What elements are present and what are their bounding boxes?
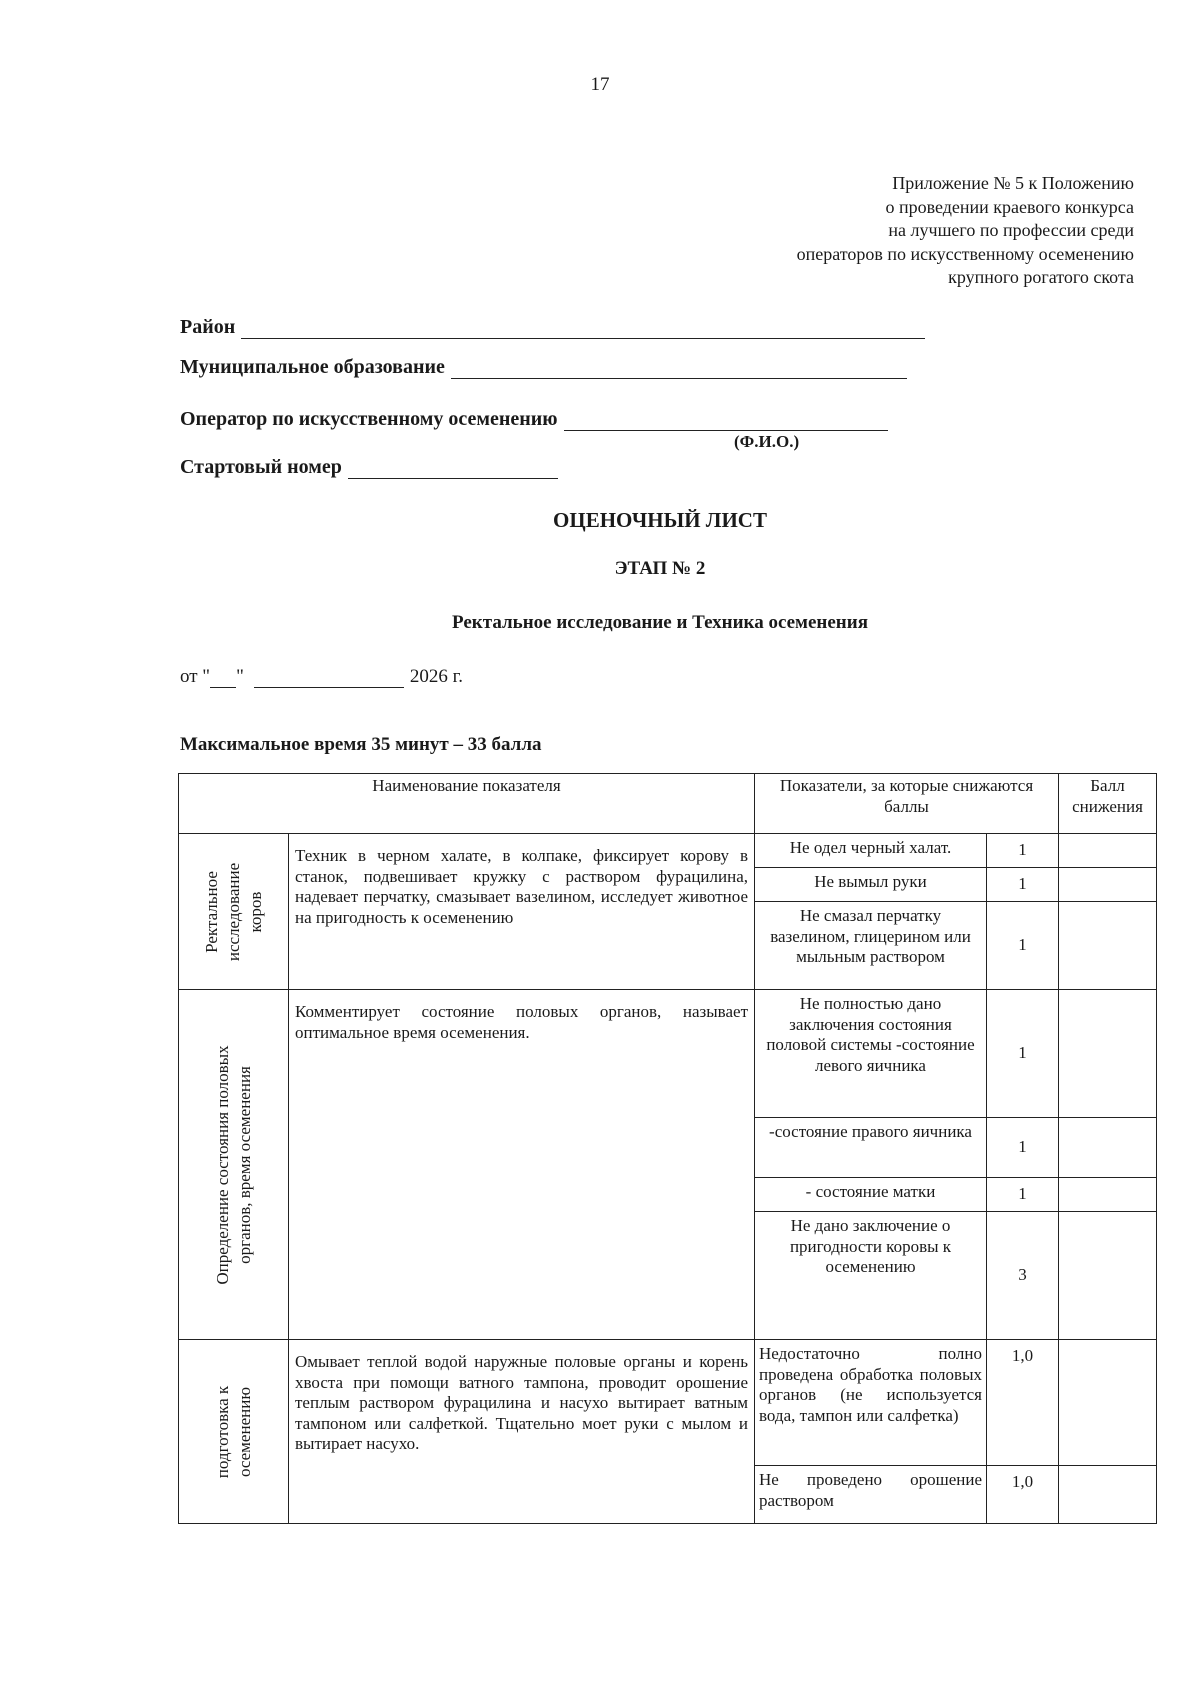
section-title-line: подготовка к <box>212 1385 232 1478</box>
criterion-points: 3 <box>987 1212 1059 1340</box>
municipality-input-line[interactable] <box>451 358 907 379</box>
month-input-line[interactable] <box>254 669 404 688</box>
section-title-rectal <box>179 834 289 990</box>
section-description: Комментирует состояние половых органов, называет оптимальное время осеменения. <box>289 990 755 1340</box>
criterion-points: 1 <box>987 868 1059 902</box>
section-title-genital-state <box>179 990 289 1340</box>
section-description: Техник в черном халате, в колпаке, фиксирует корову в станок, подвешивает кружку с раствором фурацилина, надевает перчатку, смазывает вазелином, исследует животное на пригодность к осеменению <box>289 834 755 990</box>
header-name: Наименование показателя <box>179 774 755 834</box>
max-time-note: Максимальное время 35 минут – 33 балла <box>180 734 542 755</box>
appendix-line: операторов по искусственному осеменению <box>796 243 1134 264</box>
operator-row <box>180 408 888 431</box>
criterion-text: Недостаточно полно проведена обработка половых органов (не используется вода, тампон или салфетка) <box>755 1340 987 1466</box>
criterion-points: 1 <box>987 990 1059 1118</box>
deduction-cell[interactable] <box>1059 1212 1157 1340</box>
district-row <box>180 316 925 339</box>
section-title-line: коров <box>245 891 265 932</box>
section-title-line: осеменению <box>234 1386 254 1477</box>
section-title-line: исследование <box>223 862 243 961</box>
date-year: 2026 г. <box>409 666 463 687</box>
criterion-points: 1 <box>987 902 1059 990</box>
operator-input-line[interactable] <box>564 410 888 431</box>
stage-title: ЭТАП № 2 <box>614 558 706 579</box>
criterion-text: Не смазал перчатку вазелином, глицерином или мыльным раствором <box>755 902 987 990</box>
section-title-line: Ректальное <box>201 870 221 953</box>
section-title-preparation <box>179 1340 289 1524</box>
criterion-text: Не проведено орошение раствором <box>755 1466 987 1524</box>
criterion-points: 1,0 <box>987 1466 1059 1524</box>
municipality-row <box>180 356 907 379</box>
appendix-note <box>614 172 1134 290</box>
criterion-points: 1 <box>987 1118 1059 1178</box>
municipality-label: Муниципальное образование <box>180 356 445 378</box>
table-row <box>179 1340 1157 1466</box>
deduction-cell[interactable] <box>1059 1178 1157 1212</box>
evaluation-table <box>178 773 1157 1524</box>
date-mid: " <box>236 666 244 687</box>
criterion-text: - состояние матки <box>755 1178 987 1212</box>
criterion-points: 1 <box>987 834 1059 868</box>
criterion-points: 1 <box>987 1178 1059 1212</box>
table-header-row <box>179 774 1157 834</box>
date-line <box>180 666 463 688</box>
appendix-line: Приложение № 5 к Положению <box>892 173 1134 193</box>
criterion-text: Не дано заключение о пригодности коровы к осеменению <box>755 1212 987 1340</box>
operator-label: Оператор по искусственному осеменению <box>180 408 558 430</box>
deduction-cell[interactable] <box>1059 834 1157 868</box>
table-row <box>179 834 1157 868</box>
header-indicators: Показатели, за которые снижаются баллы <box>755 774 1059 834</box>
deduction-cell[interactable] <box>1059 1340 1157 1466</box>
appendix-line: крупного рогатого скота <box>948 267 1134 287</box>
section-title-line: органов, время осеменения <box>234 1065 254 1264</box>
criterion-text: Не вымыл руки <box>755 868 987 902</box>
date-prefix: от " <box>180 666 211 687</box>
deduction-cell[interactable] <box>1059 868 1157 902</box>
deduction-cell[interactable] <box>1059 990 1157 1118</box>
district-label: Район <box>180 316 236 338</box>
page-number: 17 <box>590 74 610 95</box>
deduction-cell[interactable] <box>1059 902 1157 990</box>
start-number-input-line[interactable] <box>348 458 558 479</box>
deduction-cell[interactable] <box>1059 1118 1157 1178</box>
criterion-text: -состояние правого яичника <box>755 1118 987 1178</box>
district-input-line[interactable] <box>241 318 925 339</box>
deduction-cell[interactable] <box>1059 1466 1157 1524</box>
header-deduction: Балл снижения <box>1059 774 1157 834</box>
fio-note: (Ф.И.О.) <box>734 432 800 451</box>
day-input-line[interactable] <box>210 669 236 688</box>
start-number-label: Стартовый номер <box>180 456 342 478</box>
section-title-line: Определение состояния половых <box>212 1044 232 1285</box>
document-subtitle: Ректальное исследование и Техника осеменения <box>452 612 868 633</box>
criterion-points: 1,0 <box>987 1340 1059 1466</box>
appendix-line: о проведении краевого конкурса <box>885 196 1134 217</box>
section-description: Омывает теплой водой наружные половые органы и корень хвоста при помощи ватного тампона, проводит орошение теплым раствором фурацилина и насухо вытирает ватным тампоном или салфеткой. Тщательно моет руки с мылом и вытирает насухо. <box>289 1340 755 1524</box>
document-title: ОЦЕНОЧНЫЙ ЛИСТ <box>553 508 767 532</box>
criterion-text: Не полностью дано заключения состояния половой системы -состояние левого яичника <box>755 990 987 1118</box>
appendix-line: на лучшего по профессии среди <box>888 220 1134 240</box>
start-number-row <box>180 456 558 479</box>
table-row <box>179 990 1157 1118</box>
criterion-text: Не одел черный халат. <box>755 834 987 868</box>
